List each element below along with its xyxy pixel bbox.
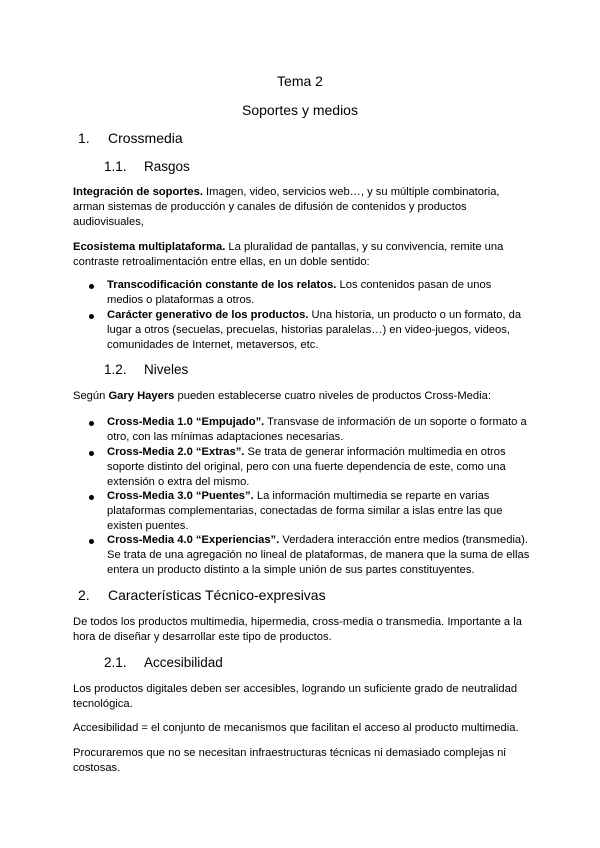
paragraph-infraestructuras-line1: Procuraremos que no se necesitan infraestructuras técnicas ni demasiado complejas ni [73,747,506,759]
list-item-caracter-generativo-line2: lugar a otros (secuelas, precuelas, historias paralelas…) en video-juegos, videos, [107,324,510,336]
list-item-transcodificacion: Transcodificación constante de los relatos. Los contenidos pasan de unos [107,279,492,291]
paragraph-integracion: Integración de soportes. Imagen, video, servicios web…, y su múltiple combinatoria, [73,186,500,198]
list-item-crossmedia-3: Cross-Media 3.0 “Puentes”. La información multimedia se reparte en varias [107,490,490,502]
bullet-dot [89,314,94,319]
subsection-1-2-title: Niveles [144,362,189,377]
subsection-1-1-number: 1.1. [104,159,127,174]
section-2-number: 2. [78,587,90,603]
paragraph-accesibilidad-line2: tecnológica. [73,698,133,710]
list-item-crossmedia-3-line3: existen puentes. [107,520,189,532]
subsection-1-2-number: 1.2. [104,362,127,377]
subsection-1-1-title: Rasgos [144,159,190,174]
subsection-2-1-title: Accesibilidad [144,655,223,670]
section-2-title: Características Técnico-expresivas [108,587,326,603]
paragraph-integracion-line3: audiovisuales, [73,216,144,228]
list-item-crossmedia-4: Cross-Media 4.0 “Experiencias”. Verdadera interacción entre medios (transmedia). [107,534,528,546]
list-item-crossmedia-4-line3: entera un producto distinto a la simple unión de sus partes constituyentes. [107,564,475,576]
paragraph-niveles-intro: Según Gary Hayers pueden establecerse cuatro niveles de productos Cross-Media: [73,390,491,402]
list-item-crossmedia-2-line2: soporte distinto del original, pero con una fuerte dependencia de este, como una [107,461,506,473]
list-item-crossmedia-2-line3: extensión o extra del mismo. [107,476,250,488]
list-item-caracter-generativo-line3: comunidades de Internet, metaversos, etc. [107,339,319,351]
page-title: Soportes y medios [242,102,358,118]
author-name: Gary Hayers [108,390,175,402]
list-item-crossmedia-1: Cross-Media 1.0 “Empujado”. Transvase de información de un soporte o formato a [107,416,527,428]
subsection-2-1-number: 2.1. [104,655,127,670]
paragraph-caracteristicas-line2: hora de diseñar y desarrollar este tipo de productos. [73,631,332,643]
paragraph-accesibilidad-line1: Los productos digitales deben ser accesibles, logrando un suficiente grado de neutralidad [73,683,518,695]
paragraph-integracion-lead: Integración de soportes. [73,186,203,198]
bullet-dot [89,421,94,426]
paragraph-ecosistema: Ecosistema multiplataforma. La pluralidad de pantallas, y su convivencia, remite una [73,241,504,253]
list-item-crossmedia-2: Cross-Media 2.0 “Extras”. Se trata de generar información multimedia en otros [107,446,506,458]
bullet-dot [89,539,94,544]
bullet-dot [89,495,94,500]
list-item-caracter-generativo: Carácter generativo de los productos. Una historia, un producto o un formato, da [107,309,522,321]
tema-label: Tema 2 [277,73,323,89]
section-1-title: Crossmedia [108,130,183,146]
bullet-dot [89,284,94,289]
list-item-crossmedia-1-line2: otro, con las mínimas adaptaciones necesarias. [107,431,344,443]
bullet-dot [89,451,94,456]
list-item-crossmedia-3-line2: plataformas complementarias, conectadas de forma similar a islas entre las que [107,505,503,517]
paragraph-ecosistema-line2: contraste retroalimentación entre ellas, en un doble sentido: [73,256,370,268]
paragraph-ecosistema-lead: Ecosistema multiplataforma. [73,241,226,253]
list-item-transcodificacion-line2: medios o plataformas a otros. [107,294,255,306]
section-1-number: 1. [78,130,90,146]
paragraph-infraestructuras-line2: costosas. [73,762,121,774]
paragraph-integracion-line2: arman sistemas de producción y canales de difusión de contenidos y productos [73,201,467,213]
paragraph-accesibilidad-definicion: Accesibilidad = el conjunto de mecanismos que facilitan el acceso al producto multimedia. [73,722,519,734]
list-item-crossmedia-4-line2: Se trata de una agregación no lineal de plataformas, de manera que la suma de ellas [107,549,530,561]
paragraph-caracteristicas-line1: De todos los productos multimedia, hipermedia, cross-media o transmedia. Importante a la [73,616,522,628]
